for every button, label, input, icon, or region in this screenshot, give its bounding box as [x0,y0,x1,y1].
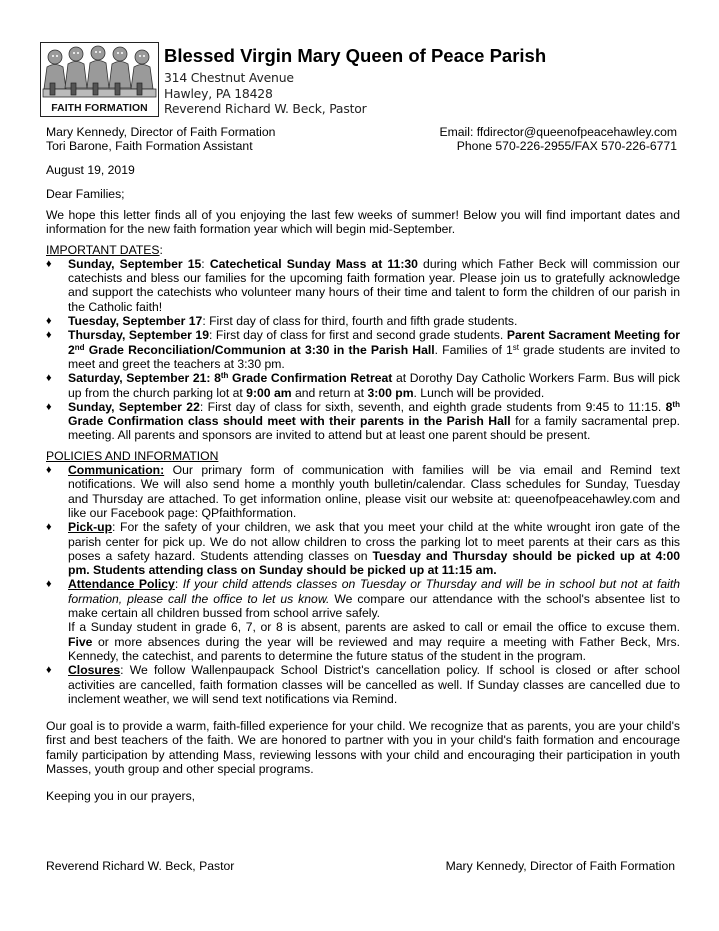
diamond-bullet-icon: ♦ [46,257,52,270]
date-item-text: grade students are invited to meet and greet the teachers at 3:30 pm. [68,342,681,371]
policy-bold: Five [68,634,93,649]
date-item-bold: Parent Sacrament Meeting for 2 [68,328,681,357]
letter-date: August 19, 2019 [46,163,135,177]
policy-text: or more absences during the year will be reviewed and may require a meeting with Father Beck, Mrs. Kennedy, the catechist, and parents to determine the future status of the student in the program. [68,634,680,663]
important-dates-heading [46,243,680,257]
date-item-sept-17 [46,314,680,328]
date-item-bold: 9:00 am [246,385,292,400]
diamond-bullet-icon: ♦ [46,664,52,677]
policy-communication [46,463,680,520]
date-item-text: during which Father Beck will commission our catechists and bless our families for the upcoming faith formation year. Please join us to gratefully acknowledge and support the catechists who volunteer many hours of their time and talent to form the children of our parish in the Catholic faith! [68,256,680,314]
date-item-text: at Dorothy Day Catholic Workers Farm. Bus will pick up from the church parking lot at [68,371,680,400]
policy-text: If a Sunday student in grade 6, 7, or 8 is absent, parents are asked to call or email the office to excuse them. [68,620,680,635]
parish-city: Hawley, PA 18428 [164,86,273,101]
policies-list [46,463,680,706]
date-item-bold: 8 [665,399,673,414]
date-item-text: . Lunch will be provided. [413,385,545,400]
closing-paragraph: Our goal is to provide a warm, faith-filled experience for your child. We recognize that as parents, you are your child's first and best teachers of the faith. We are honored to partner with you in your child's faith formation and encourage family participation by attending Mass, reviewing lessons with your child and encouraging their participation in youth Masses, youth group and other special programs. [46,719,680,776]
policy-label: Closures [68,663,121,678]
policy-label: Pick-up [68,520,113,535]
date-item-bold: Grade Confirmation class should meet with their parents in the Parish Hall [68,414,511,429]
date-item-date: Saturday, September 21: 8 [68,371,221,386]
diamond-bullet-icon: ♦ [46,372,52,385]
date-item-text: . Families of 1 [434,342,513,357]
director-line: Mary Kennedy, Director of Faith Formation [46,125,276,139]
logo-caption: FAITH FORMATION [51,103,148,114]
date-item-sup: st [512,342,520,352]
important-dates-heading-text: IMPORTANT DATES [46,242,160,257]
date-item-date: Sunday, September 22 [68,399,200,414]
diamond-bullet-icon: ♦ [46,400,52,413]
faith-formation-logo [40,42,159,117]
date-item-sup: th [220,371,229,381]
date-item-date: Tuesday, September 17 [68,314,203,329]
policy-text: We compare our attendance with the school's absentee list to make certain all children bussed from school arrive safely. [68,591,681,621]
important-dates-list [46,257,680,443]
phone-line: Phone 570-226-2955/FAX 570-226-6771 [456,139,677,154]
diamond-bullet-icon: ♦ [46,578,52,591]
email-line: Email: ffdirector@queenofpeacehawley.com [439,125,677,139]
date-item-sept-15 [46,257,680,314]
policy-label: Attendance Policy [68,577,175,592]
staff-right [439,125,677,154]
parish-name: Blessed Virgin Mary Queen of Peace Parish [164,45,547,66]
diamond-bullet-icon: ♦ [46,521,52,534]
policy-text: Our primary form of communication with families will be via email and Remind text notifications. We will also send home a monthly youth bulletin/calendar. Class schedules for Sunday, Tuesday and Thursday are attached. To get information online, please visit our website at: queenofpeacehawley.com and like our Facebook page: QPfaithformation. [68,463,680,520]
parish-street: 314 Chestnut Avenue [164,70,294,85]
assistant-line: Tori Barone, Faith Formation Assistant [46,139,253,154]
policy-closures [46,663,680,706]
date-item-date: Sunday, September 15 [68,256,202,271]
parish-pastor: Reverend Richard W. Beck, Pastor [164,101,367,116]
date-item-text: : First day of class for sixth, seventh, and eighth grade students from 9:45 to 11:15. [199,399,666,414]
date-item-sept-19 [46,328,680,371]
diamond-bullet-icon: ♦ [46,329,52,342]
policies-heading: POLICIES AND INFORMATION [46,448,219,463]
closing-line: Keeping you in our prayers, [46,789,196,804]
children-figures-icon [41,43,158,103]
date-item-text: : First day of class for first and second grade students. [208,328,507,343]
policy-italic: If your child attends classes on Tuesday or Thursday and will be in school but not at faith formation, please call the office to let us know. [68,577,680,606]
intro-paragraph: We hope this letter finds all of you enjoying the last few weeks of summer! Below you will find important dates and information for the new faith formation year which will begin mid-September. [46,208,680,237]
date-item-text: : First day of class for third, fourth and fifth grade students. [202,314,518,329]
important-dates-heading-colon: : [159,242,163,257]
policy-attendance [46,577,680,663]
diamond-bullet-icon: ♦ [46,464,52,477]
date-item-sept-21 [46,371,680,400]
policy-text: : For the safety of your children, we ask that you meet your child at the white wrought iron gate of the parish center for pick up. We do not allow children to cross the parking lot to meet parents at their cars as this poses a safety hazard. Students attending classes on [68,520,680,563]
date-item-sup: nd [74,342,85,352]
signature-director: Mary Kennedy, Director of Faith Formation [445,859,675,873]
policy-colon: : [174,577,183,592]
diamond-bullet-icon: ♦ [46,315,52,328]
date-item-bold: 3:00 pm [367,385,414,400]
letter-body [46,208,680,804]
policy-text: : We follow Wallenpaupack School District's cancellation policy. If school is closed or after school activities are cancelled, faith formation classes will be cancelled as well. If Sunday classes are cancelled due to inclement weather, we will send text notifications via Remind. [68,663,680,706]
date-item-bold: Catechetical Sunday Mass at 11:30 [209,256,418,271]
date-item-bold: Grade Confirmation Retreat [228,371,393,386]
policy-bold: Tuesday and Thursday should be picked up at 4:00 pm. Students attending class on Sunday should be picked up at 11:15 am. [68,548,680,578]
date-item-text: and return at [291,385,368,400]
letterhead [40,42,680,117]
staff-left [46,125,275,154]
date-item-text: : [201,256,210,271]
date-item-bold: Grade Reconciliation/Communion at 3:30 in the Parish Hall [84,342,435,357]
policy-label: Communication: [68,463,165,478]
date-item-sept-22 [46,400,680,443]
date-item-text: for a family sacramental prep. meeting. All parents and sponsors are invited to attend but at least one parent should be present. [68,414,680,443]
policy-pickup [46,520,680,577]
date-item-date: Thursday, September 19 [68,328,209,343]
signature-pastor: Reverend Richard W. Beck, Pastor [46,859,235,873]
date-item-sup: th [672,399,680,409]
salutation: Dear Families; [46,187,125,201]
